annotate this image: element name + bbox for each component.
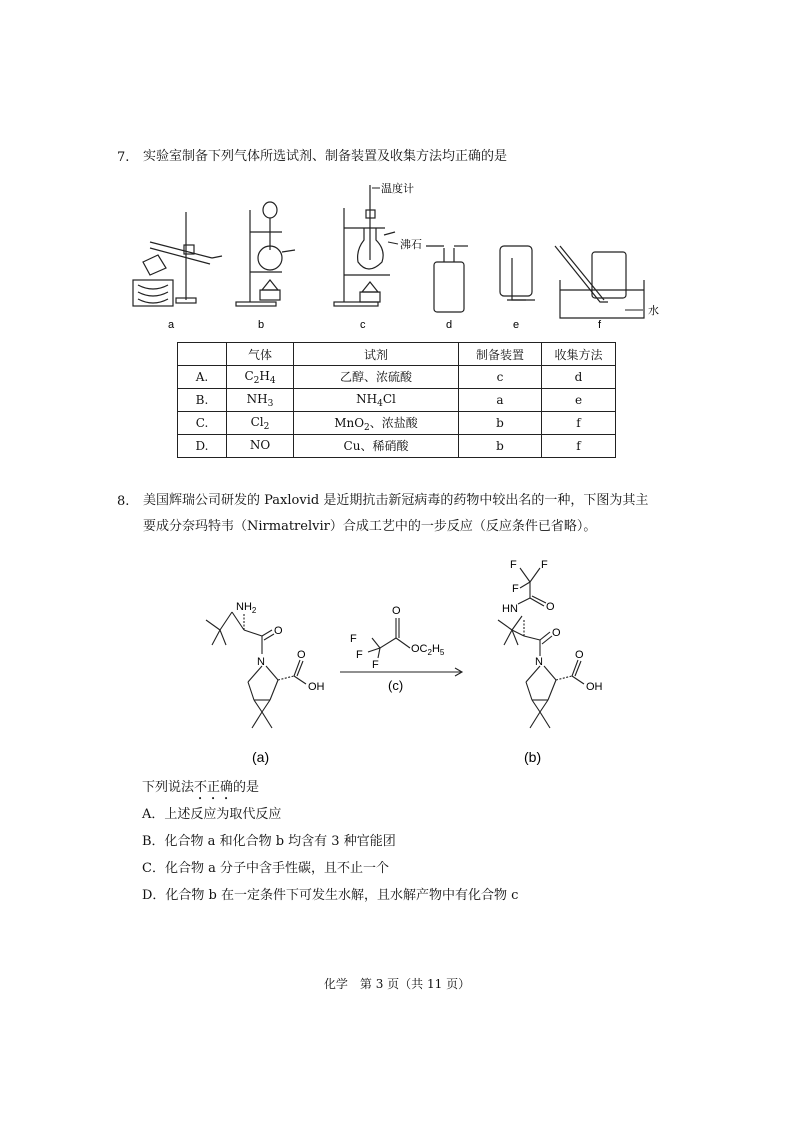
atom-label-oh: OH (586, 681, 603, 693)
reagent-cell: $NH_4Cl$ (294, 389, 459, 412)
table-header: 气体 (227, 343, 294, 366)
atom-label-o: O (552, 627, 561, 639)
gas-table (177, 342, 616, 458)
atom-label-f: F (372, 659, 379, 671)
label-water: 水 (648, 305, 659, 317)
option-cell: B. (178, 389, 227, 412)
question-number: 7. (117, 150, 130, 165)
collect-cell: f (542, 412, 616, 435)
apparatus-a (133, 212, 222, 306)
apparatus-f (555, 246, 644, 318)
label-boiling-stone: 沸石 (400, 239, 422, 251)
page-footer: 化学 第 3 页（共 11 页） (323, 977, 471, 991)
device-cell: a (459, 389, 542, 412)
table-header (178, 343, 227, 366)
atom-label-f: F (350, 633, 357, 645)
atom-label-oc2h5: $OC_2H_5$ (411, 643, 445, 657)
apparatus-figure (0, 0, 794, 340)
atom-label-o: O (546, 601, 555, 613)
apparatus-b (236, 202, 295, 306)
apparatus-label-f: f (598, 319, 602, 331)
gas-cell: $Cl_2$ (227, 412, 294, 435)
option-cell: A. (178, 366, 227, 389)
question-stem-line2: 要成分奈玛特韦（Nirmatrelvir）合成工艺中的一步反应（反应条件已省略）。 (143, 519, 597, 534)
atom-label-f: F (356, 649, 363, 661)
apparatus-e (500, 246, 535, 300)
collect-cell: f (542, 435, 616, 458)
table-header: 试剂 (294, 343, 459, 366)
atom-label-f: F (541, 559, 548, 571)
collect-cell: e (542, 389, 616, 412)
device-cell: b (459, 412, 542, 435)
table-row (178, 389, 616, 412)
label-thermometer: 温度计 (381, 183, 414, 195)
device-cell: b (459, 435, 542, 458)
apparatus-label-b: b (258, 319, 265, 331)
atom-label-n: N (257, 656, 265, 668)
table-header: 收集方法 (542, 343, 616, 366)
compound-a-structure (206, 612, 306, 728)
reaction-scheme (0, 540, 794, 770)
gas-cell: $NH_3$ (227, 389, 294, 412)
reagent-cell: MnO$_2$、浓盐酸 (294, 412, 459, 435)
apparatus-label-e: e (513, 319, 520, 331)
question-prompt: 下列说法不正确的是 (142, 780, 260, 795)
table-row (178, 435, 616, 458)
apparatus-c (334, 185, 395, 306)
compound-c-structure (368, 618, 410, 658)
atom-label-nh2: $NH_2$ (236, 601, 257, 615)
option-a: A．上述反应为取代反应 (142, 807, 282, 822)
apparatus-label-c: c (360, 319, 366, 331)
gas-cell: NO (227, 435, 294, 458)
option-cell: D. (178, 435, 227, 458)
atom-label-oh: OH (308, 681, 325, 693)
table-header-row (178, 343, 616, 366)
table-row (178, 366, 616, 389)
atom-label-o: O (575, 649, 584, 661)
emphasized-text: 不正确 (194, 780, 234, 795)
apparatus-d (426, 246, 468, 312)
atom-label-o: O (297, 649, 306, 661)
reagent-cell: 乙醇、浓硫酸 (294, 366, 459, 389)
atom-label-f: F (512, 583, 519, 595)
compound-b-structure (498, 568, 584, 728)
reagent-cell: Cu、稀硝酸 (294, 435, 459, 458)
label-c: (c) (388, 678, 404, 693)
device-cell: c (459, 366, 542, 389)
question-stem: 实验室制备下列气体所选试剂、制备装置及收集方法均正确的是 (143, 149, 508, 164)
option-cell: C. (178, 412, 227, 435)
question-number: 8. (117, 494, 130, 509)
atom-label-hn: HN (502, 603, 518, 615)
collect-cell: d (542, 366, 616, 389)
table-row (178, 412, 616, 435)
apparatus-label-d: d (446, 319, 453, 331)
option-c: C．化合物 a 分子中含手性碳，且不止一个 (142, 861, 389, 876)
label-a: (a) (252, 749, 270, 765)
option-d: D．化合物 b 在一定条件下可发生水解，且水解产物中有化合物 c (142, 888, 519, 903)
question-stem-line1: 美国辉瑞公司研发的 Paxlovid 是近期抗击新冠病毒的药物中较出名的一种，下图为其主 (143, 493, 649, 508)
table-header: 制备装置 (459, 343, 542, 366)
label-b: (b) (524, 749, 542, 765)
gas-cell: $C_2H_4$ (227, 366, 294, 389)
atom-label-o: O (392, 605, 401, 617)
atom-label-o: O (274, 625, 283, 637)
atom-label-f: F (510, 559, 517, 571)
atom-label-n: N (535, 656, 543, 668)
apparatus-label-a: a (168, 319, 175, 331)
option-b: B．化合物 a 和化合物 b 均含有 3 种官能团 (142, 834, 396, 849)
